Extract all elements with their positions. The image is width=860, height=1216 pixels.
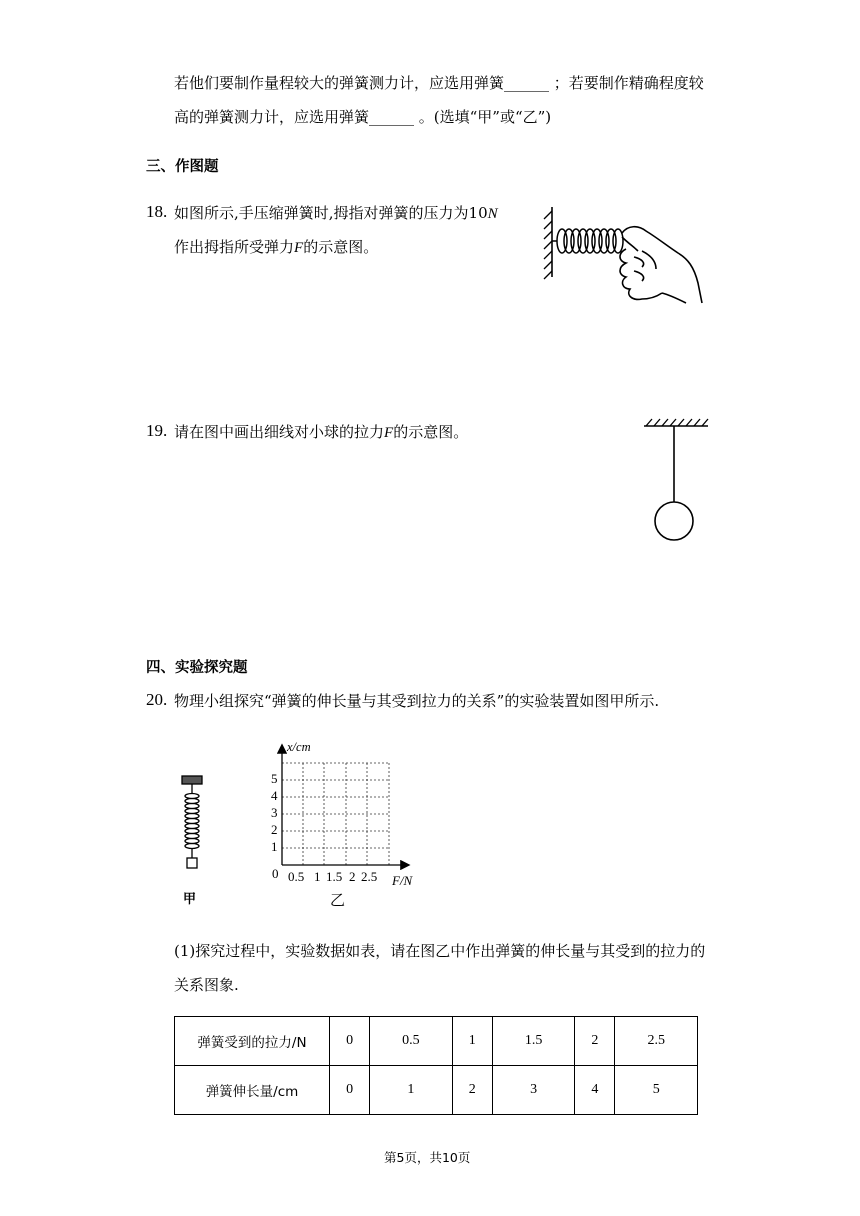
q19-var: F bbox=[384, 425, 394, 441]
spring-coils bbox=[552, 229, 623, 253]
q18-line2-post: 的示意图。 bbox=[303, 238, 379, 256]
page-footer: 第5页，共10页 bbox=[384, 1150, 471, 1165]
q17-line2: 高的弹簧测力计，应选用弹簧______ 。(选填“甲”或“乙”) bbox=[174, 108, 552, 126]
table-cell: 1 bbox=[370, 1066, 452, 1115]
q19-text bbox=[174, 421, 468, 444]
q18-number: 18. bbox=[146, 202, 168, 221]
table-cell: 3 bbox=[492, 1066, 574, 1115]
q18-line1-text: 如图所示,手压缩弹簧时,拇指对弹簧的压力为10 bbox=[174, 204, 488, 222]
table-cell: 2.5 bbox=[615, 1017, 698, 1066]
spring-apparatus-figure bbox=[170, 770, 214, 870]
spring-coils-jia bbox=[185, 794, 199, 849]
hand-spring-figure bbox=[538, 203, 708, 307]
graph-y-label bbox=[287, 740, 311, 755]
y-tick-3: 3 bbox=[271, 805, 278, 820]
q18-var: F bbox=[294, 240, 304, 256]
hanging-weight bbox=[187, 858, 197, 868]
q18-unit: N bbox=[487, 206, 498, 222]
x-tick-1: 1 bbox=[314, 869, 321, 884]
x-tick-2-5: 2.5 bbox=[361, 869, 378, 884]
row-header-force: 弹簧受到的拉力/N bbox=[175, 1017, 330, 1066]
hanging-ball-figure bbox=[636, 414, 716, 544]
table-cell: 0.5 bbox=[370, 1017, 452, 1066]
q17-line1: 若他们要制作量程较大的弹簧测力计，应选用弹簧______ ；若要制作精确程度较 bbox=[174, 74, 704, 92]
y-tick-5: 5 bbox=[271, 771, 278, 786]
x-tick-2: 2 bbox=[349, 869, 356, 884]
table-row-force bbox=[175, 1017, 698, 1066]
q18-line2-pre: 作出拇指所受弹力 bbox=[174, 238, 295, 256]
table-cell: 2 bbox=[575, 1017, 615, 1066]
hand-outline bbox=[620, 227, 702, 303]
section-4-title: 四、实验探究题 bbox=[146, 660, 248, 676]
x-tick-0-5: 0.5 bbox=[288, 869, 305, 884]
graph-x-label-text: F/N bbox=[392, 873, 413, 888]
data-table bbox=[174, 1016, 698, 1115]
table-cell: 1 bbox=[452, 1017, 492, 1066]
q20-sub1-line2: 关系图象. bbox=[174, 976, 239, 994]
support-block bbox=[182, 776, 202, 784]
x-tick-1-5: 1.5 bbox=[326, 869, 343, 884]
y-tick-2: 2 bbox=[271, 822, 278, 837]
q18-line2 bbox=[174, 236, 378, 259]
row-header-extension: 弹簧伸长量/cm bbox=[175, 1066, 330, 1115]
table-cell: 0 bbox=[330, 1017, 370, 1066]
table-cell: 0 bbox=[330, 1066, 370, 1115]
q20-text: 物理小组探究“弹簧的伸长量与其受到拉力的关系”的实验装置如图甲所示. bbox=[174, 692, 660, 710]
graph-x-label bbox=[392, 873, 412, 889]
ball-circle bbox=[655, 502, 693, 540]
q18-line1 bbox=[174, 202, 498, 225]
table-cell: 2 bbox=[452, 1066, 492, 1115]
graph-yi bbox=[262, 740, 432, 890]
q20-number: 20. bbox=[146, 690, 168, 709]
ceiling-hatch bbox=[646, 419, 708, 426]
wall-hatch bbox=[544, 211, 552, 279]
graph-y-label-text: x/cm bbox=[287, 740, 311, 754]
table-cell: 5 bbox=[615, 1066, 698, 1115]
table-cell: 1.5 bbox=[492, 1017, 574, 1066]
q19-number: 19. bbox=[146, 421, 168, 440]
figure-yi-label: 乙 bbox=[330, 891, 346, 909]
figure-jia-label: 甲 bbox=[183, 892, 197, 907]
section-3-title: 三、作图题 bbox=[146, 159, 219, 175]
table-row-extension bbox=[175, 1066, 698, 1115]
graph-origin-label: 0 bbox=[272, 866, 279, 881]
q19-text-pre: 请在图中画出细线对小球的拉力 bbox=[174, 423, 385, 441]
q19-text-post: 的示意图。 bbox=[393, 423, 469, 441]
table-cell: 4 bbox=[575, 1066, 615, 1115]
y-tick-4: 4 bbox=[271, 788, 278, 803]
q20-sub1-line1: (1)探究过程中，实验数据如表，请在图乙中作出弹簧的伸长量与其受到的拉力的 bbox=[174, 942, 706, 960]
graph-grid bbox=[282, 763, 389, 865]
y-tick-1: 1 bbox=[271, 839, 278, 854]
